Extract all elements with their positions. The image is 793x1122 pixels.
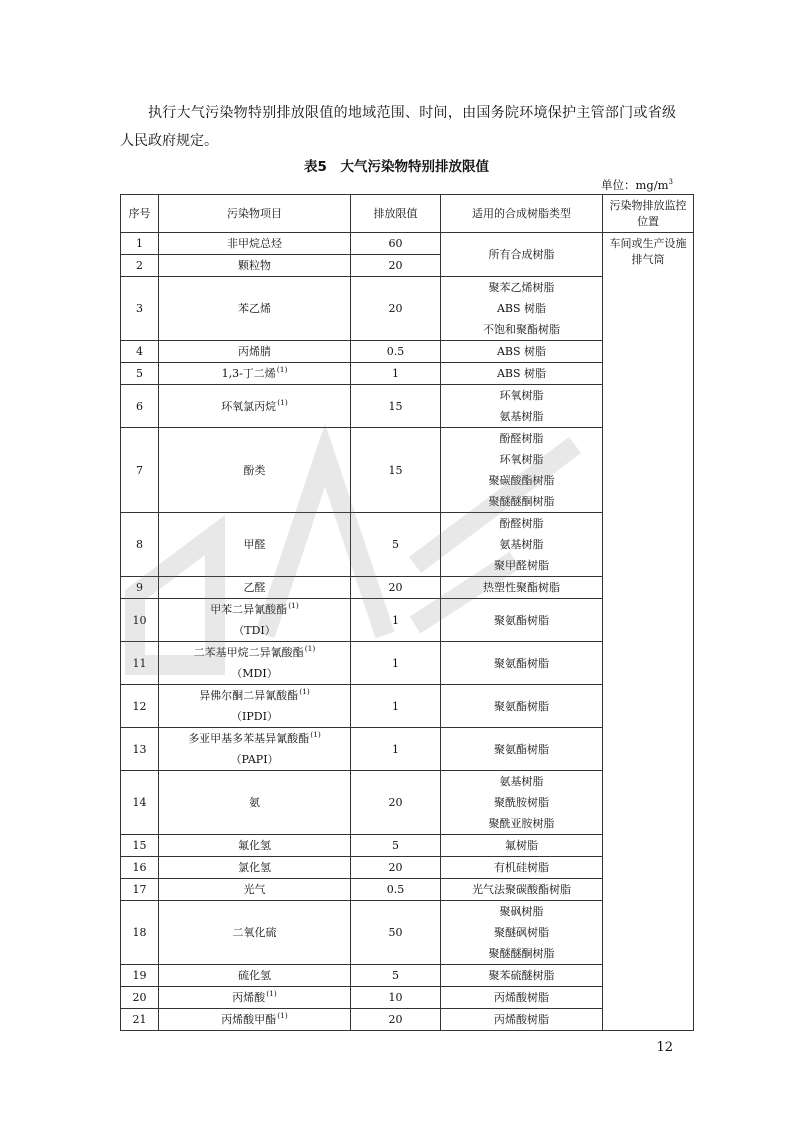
emission-limit: 1: [351, 642, 441, 685]
resin-type: 聚苯硫醚树脂: [488, 969, 555, 982]
pollutant-item: [159, 363, 351, 385]
row-number: 17: [121, 879, 159, 901]
emission-limit: 5: [351, 835, 441, 857]
footnote-mark: (1): [277, 397, 288, 407]
unit-label: [560, 177, 673, 193]
pollutant-name: 丙烯酸甲酯: [221, 1013, 277, 1026]
emission-limit: 60: [351, 233, 441, 255]
resin-type: 聚氨酯树脂: [494, 613, 549, 627]
resin-types: [441, 901, 603, 965]
pollutant-name: 氟化氢: [238, 839, 271, 852]
pollutant-name: 酚类: [243, 463, 266, 477]
resin-type: 环氧树脂: [499, 389, 544, 402]
resin-type: 氨基树脂: [499, 538, 544, 551]
row-number: 14: [121, 771, 159, 835]
row-number: 3: [121, 277, 159, 341]
pollutant-item: [159, 513, 351, 577]
row-number: 11: [121, 642, 159, 685]
row-number: 7: [121, 428, 159, 513]
resin-type: ABS 树脂: [496, 302, 547, 315]
row-number: 21: [121, 1009, 159, 1031]
resin-types: [441, 233, 603, 277]
resin-type: 有机硅树脂: [494, 861, 549, 874]
row-number: 4: [121, 341, 159, 363]
emission-limit: 15: [351, 385, 441, 428]
pollutant-abbreviation: （IPDI）: [231, 710, 278, 723]
header-item: 污染物项目: [159, 195, 351, 233]
resin-types: [441, 835, 603, 857]
resin-type: 聚氨酯树脂: [494, 699, 549, 713]
emission-limit: 1: [351, 363, 441, 385]
pollutant-name: 乙醛: [243, 581, 266, 594]
resin-type: ABS 树脂: [496, 345, 547, 358]
resin-types: [441, 879, 603, 901]
pollutant-name: 甲醛: [243, 538, 266, 551]
pollutant-name: 丙烯酸: [232, 991, 266, 1004]
pollutant-name: 硫化氢: [238, 969, 271, 982]
resin-type: 氨基树脂: [499, 410, 544, 423]
resin-types: [441, 771, 603, 835]
pollutant-item: [159, 233, 351, 255]
pollutant-name: 颗粒物: [238, 259, 271, 272]
row-number: 9: [121, 577, 159, 599]
pollutant-item: [159, 835, 351, 857]
resin-type: 氟树脂: [505, 839, 538, 852]
table-caption: 表5 大气污染物特别排放限值: [304, 159, 489, 175]
resin-type: 聚醚醚酮树脂: [488, 495, 555, 508]
row-number: 19: [121, 965, 159, 987]
row-number: 1: [121, 233, 159, 255]
page-number: 12: [656, 1040, 673, 1055]
pollutant-item: [159, 341, 351, 363]
resin-type: 聚甲醛树脂: [494, 559, 549, 572]
table-header-row: [121, 195, 694, 233]
emission-limit: 20: [351, 577, 441, 599]
pollutant-item: [159, 255, 351, 277]
pollutant-name: 环氧氯丙烷: [221, 399, 277, 413]
pollutant-name: 氨: [249, 796, 260, 809]
emission-limit: 1: [351, 599, 441, 642]
pollutant-item: [159, 965, 351, 987]
resin-type: ABS 树脂: [496, 367, 547, 380]
emission-limit: 5: [351, 965, 441, 987]
header-limit: 排放限值: [351, 195, 441, 233]
emission-limits-table: [120, 194, 694, 1031]
resin-types: [441, 428, 603, 513]
pollutant-name: 二氧化硫: [232, 926, 277, 939]
pollutant-item: [159, 642, 351, 685]
footnote-mark: (1): [288, 601, 299, 611]
pollutant-item: [159, 987, 351, 1009]
resin-type: 聚酰胺树脂: [494, 796, 549, 809]
emission-limit: 0.5: [351, 341, 441, 363]
resin-types: [441, 385, 603, 428]
resin-type: 环氧树脂: [499, 453, 544, 466]
row-number: 6: [121, 385, 159, 428]
emission-limit: 20: [351, 277, 441, 341]
row-number: 10: [121, 599, 159, 642]
row-number: 16: [121, 857, 159, 879]
pollutant-name: 丙烯腈: [238, 345, 271, 358]
row-number: 20: [121, 987, 159, 1009]
resin-type: 聚苯乙烯树脂: [488, 281, 555, 294]
resin-types: [441, 1009, 603, 1031]
unit-text: 单位：mg/m: [600, 178, 669, 192]
resin-type: 氨基树脂: [499, 775, 544, 788]
pollutant-item: [159, 685, 351, 728]
pollutant-item: [159, 577, 351, 599]
emission-limit: 0.5: [351, 879, 441, 901]
resin-types: [441, 277, 603, 341]
emission-limit: 20: [351, 1009, 441, 1031]
footnote-mark: (1): [276, 365, 288, 375]
footnote-mark: (1): [310, 730, 321, 740]
row-number: 18: [121, 901, 159, 965]
resin-type: 聚酰亚胺树脂: [488, 817, 555, 830]
emission-limit: 20: [351, 771, 441, 835]
footnote-mark: (1): [266, 989, 277, 999]
pollutant-abbreviation: （MDI）: [231, 667, 278, 680]
emission-limit: 1: [351, 685, 441, 728]
resin-type: 聚氨酯树脂: [494, 742, 549, 756]
footnote-mark: (1): [299, 687, 310, 697]
header-location: 污染物排放监控位置: [603, 195, 694, 233]
row-number: 12: [121, 685, 159, 728]
intro-paragraph: 执行大气污染物特别排放限值的地域范围、时间，由国务院环境保护主管部门或省级人民政府规定。: [120, 105, 676, 149]
pollutant-item: [159, 728, 351, 771]
resin-type: 光气法聚碳酸酯树脂: [472, 883, 571, 896]
resin-types: [441, 341, 603, 363]
pollutant-abbreviation: （PAPI）: [230, 753, 279, 766]
row-number: 5: [121, 363, 159, 385]
resin-type: 聚砜树脂: [499, 905, 544, 918]
pollutant-item: [159, 428, 351, 513]
footnote-mark: (1): [277, 1011, 288, 1021]
resin-types: [441, 728, 603, 771]
resin-type: 聚醚醚酮树脂: [488, 947, 555, 960]
table-body: [121, 233, 694, 1031]
emission-limit: 5: [351, 513, 441, 577]
resin-type: 丙烯酸树脂: [494, 991, 549, 1004]
pollutant-name: 甲苯二异氰酸酯: [210, 603, 288, 616]
pollutant-name: 氯化氢: [238, 861, 271, 874]
resin-type: 聚碳酸酯树脂: [488, 474, 555, 487]
pollutant-name: 异佛尔酮二异氰酸酯: [199, 689, 299, 702]
unit-superscript: 3: [668, 178, 673, 187]
pollutant-name: 二苯基甲烷二异氰酸酯: [193, 646, 304, 659]
footnote-mark: (1): [304, 644, 316, 654]
pollutant-name: 光气: [243, 883, 266, 896]
emission-limit: 20: [351, 255, 441, 277]
resin-type: 聚醚砜树脂: [494, 926, 549, 939]
resin-type: 不饱和聚酯树脂: [483, 323, 560, 336]
header-resin: 适用的合成树脂类型: [441, 195, 603, 233]
resin-types: [441, 685, 603, 728]
pollutant-name: 多亚甲基多苯基异氰酸酯: [188, 732, 310, 745]
pollutant-item: [159, 771, 351, 835]
row-number: 13: [121, 728, 159, 771]
pollutant-item: [159, 901, 351, 965]
resin-types: [441, 577, 603, 599]
emission-limit: 15: [351, 428, 441, 513]
row-number: 2: [121, 255, 159, 277]
resin-types: [441, 363, 603, 385]
emission-limit: 50: [351, 901, 441, 965]
pollutant-item: [159, 857, 351, 879]
pollutant-item: [159, 1009, 351, 1031]
resin-types: [441, 965, 603, 987]
table-row: [121, 233, 694, 255]
monitoring-location: 车间或生产设施排气筒: [603, 233, 694, 1031]
resin-type: 丙烯酸树脂: [494, 1013, 549, 1026]
header-no: 序号: [121, 195, 159, 233]
resin-type: 聚氨酯树脂: [494, 656, 549, 670]
pollutant-name: 非甲烷总烃: [227, 237, 282, 250]
resin-types: [441, 857, 603, 879]
resin-type: 酚醛树脂: [499, 432, 544, 445]
resin-types: [441, 513, 603, 577]
pollutant-name: 苯乙烯: [238, 302, 271, 315]
emission-limit: 20: [351, 857, 441, 879]
pollutant-item: [159, 277, 351, 341]
resin-type: 所有合成树脂: [488, 248, 555, 261]
emission-limit: 1: [351, 728, 441, 771]
resin-type: 热塑性聚酯树脂: [483, 581, 560, 594]
resin-types: [441, 599, 603, 642]
pollutant-item: [159, 385, 351, 428]
pollutant-name: 1,3-丁二烯: [221, 367, 276, 380]
emission-limit: 10: [351, 987, 441, 1009]
pollutant-abbreviation: （TDI）: [233, 624, 276, 637]
resin-types: [441, 987, 603, 1009]
row-number: 8: [121, 513, 159, 577]
pollutant-item: [159, 599, 351, 642]
resin-type: 酚醛树脂: [499, 517, 544, 530]
pollutant-item: [159, 879, 351, 901]
row-number: 15: [121, 835, 159, 857]
resin-types: [441, 642, 603, 685]
